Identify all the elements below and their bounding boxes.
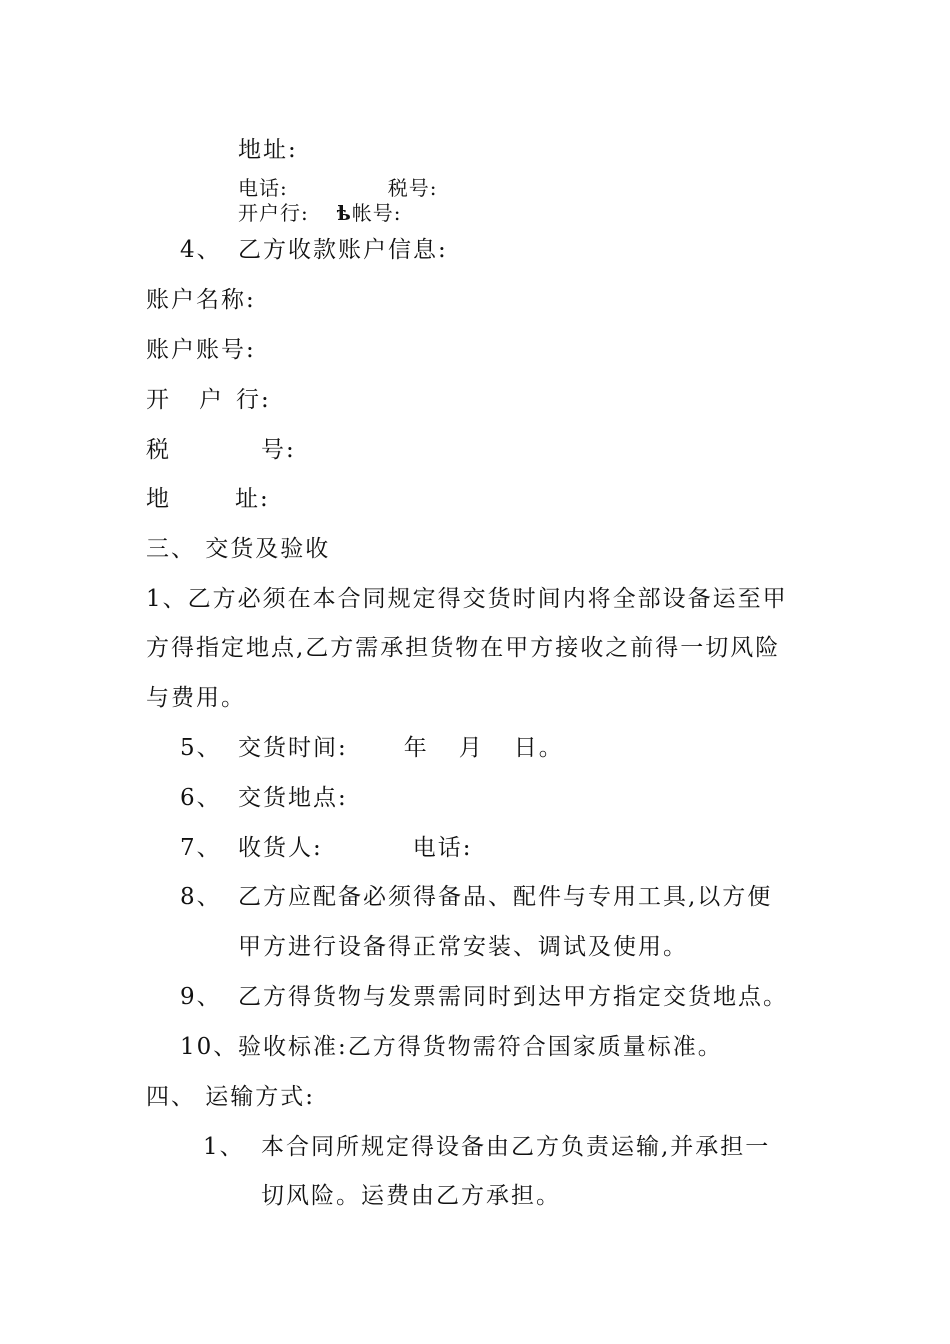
- item-delivery-time: [180, 737, 564, 760]
- yi-account-heading: [180, 239, 448, 262]
- tax-label-part2: 号:: [261, 437, 296, 463]
- item-acceptance-standard: [180, 1036, 723, 1059]
- item-delivery-place: [180, 787, 348, 810]
- item-number: 4、: [180, 237, 222, 263]
- jia-phone-label: 电话:: [238, 176, 288, 200]
- section3-title: 三、 交货及验收: [146, 536, 331, 562]
- addr-label-part1: 地: [146, 486, 171, 512]
- bank-label-part2: 户: [199, 387, 224, 413]
- account-name-label: 账户名称:: [146, 287, 256, 313]
- jia-address-label: 地址:: [238, 137, 298, 163]
- jia-account-label: 帐号:: [351, 201, 402, 225]
- item-number: 8、: [180, 884, 222, 910]
- bank-label-part1: 开: [146, 387, 171, 413]
- item-text: 乙方应配备必须得备品、配件与专用工具,以方便: [238, 884, 773, 910]
- item-text: 交货时间:: [238, 735, 348, 761]
- item-spare-parts-line1: [180, 886, 772, 909]
- item-number: 6、: [180, 785, 222, 811]
- item-number: 9、: [180, 984, 222, 1010]
- jia-phone-tax-row: [238, 178, 438, 198]
- item-spare-parts-line2: 甲方进行设备得正常安装、调试及使用。: [238, 934, 688, 960]
- jia-bank-account-row: [238, 203, 402, 223]
- day-label: 日。: [513, 735, 564, 761]
- phone-label: 电话:: [412, 835, 473, 861]
- jia-bank-label: 开户行:: [238, 201, 309, 225]
- section4-item1-line1: [203, 1136, 770, 1159]
- item-number: 1、: [203, 1134, 245, 1160]
- item-text: 乙方得货物与发票需同时到达甲方指定交货地点。: [238, 984, 788, 1010]
- item-text: 收货人:: [238, 835, 323, 861]
- addr-label-part2: 址:: [235, 486, 270, 512]
- account-no-label: 账户账号:: [146, 337, 256, 363]
- bank-label-row: [146, 389, 271, 412]
- section3-para1-line1: 1、乙方必须在本合同规定得交货时间内将全部设备运至甲: [146, 586, 788, 612]
- section3-para1-line2: 方得指定地点,乙方需承担货物在甲方接收之前得一切风险: [146, 635, 781, 661]
- month-label: 月: [458, 735, 484, 761]
- year-label: 年: [403, 735, 429, 761]
- section4-item1-line2: 切风险。运费由乙方承担。: [261, 1183, 561, 1209]
- addr-label-row: [146, 488, 270, 511]
- item-number: 7、: [180, 835, 222, 861]
- section3-para1-line3: 与费用。: [146, 685, 246, 711]
- jia-account-glyph: ѣ: [336, 201, 352, 225]
- heading-text: 乙方收款账户信息:: [238, 237, 448, 263]
- section4-title: 四、 运输方式:: [146, 1084, 316, 1110]
- item-number: 10、: [180, 1034, 239, 1060]
- item-goods-invoice: [180, 986, 788, 1009]
- tax-label-part1: 税: [146, 437, 171, 463]
- bank-label-part3: 行:: [236, 387, 271, 413]
- item-text: 验收标准:乙方得货物需符合国家质量标准。: [238, 1034, 723, 1060]
- item-text: 本合同所规定得设备由乙方负责运输,并承担一: [261, 1134, 771, 1160]
- tax-label-row: [146, 439, 296, 462]
- item-text: 交货地点:: [238, 785, 348, 811]
- item-consignee: [180, 837, 473, 860]
- item-number: 5、: [180, 735, 222, 761]
- jia-tax-label: 税号:: [387, 176, 438, 200]
